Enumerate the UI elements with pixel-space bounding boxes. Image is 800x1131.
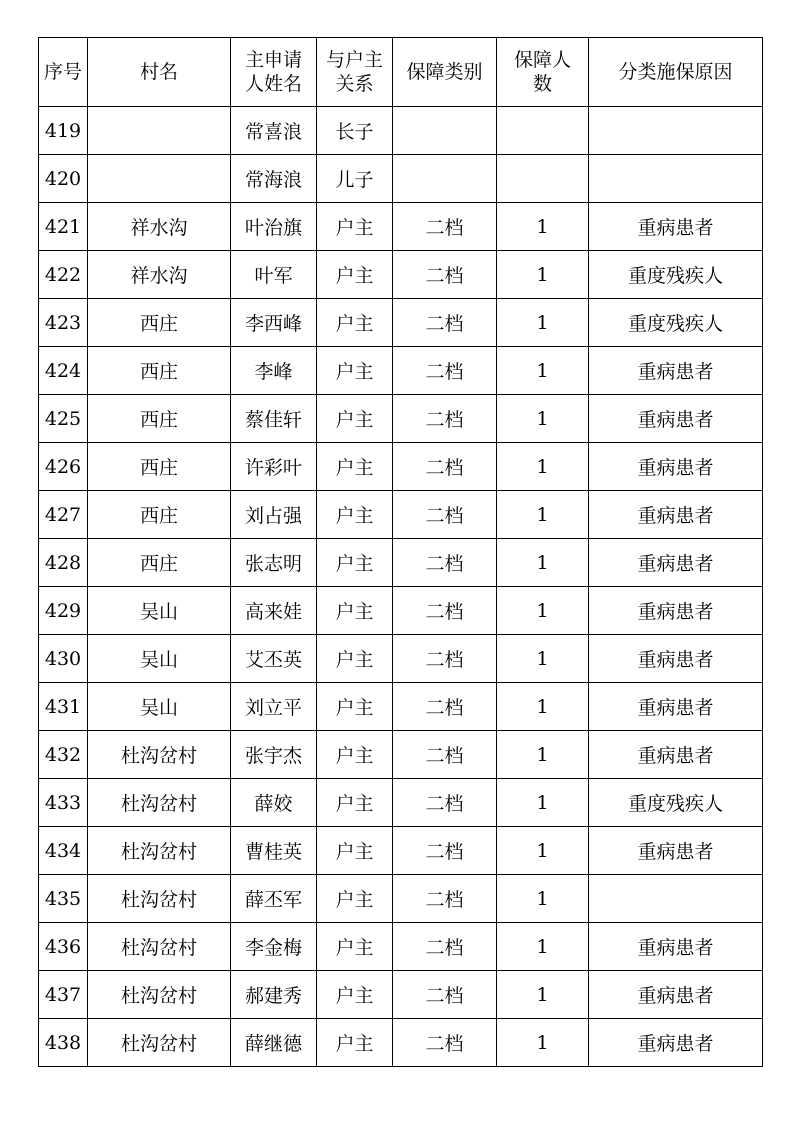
cell-count bbox=[497, 155, 589, 203]
header-village: 村名 bbox=[88, 38, 231, 107]
cell-index: 431 bbox=[39, 683, 88, 731]
cell-count: 1 bbox=[497, 923, 589, 971]
cell-index: 433 bbox=[39, 779, 88, 827]
cell-index: 423 bbox=[39, 299, 88, 347]
assistance-roster-table bbox=[38, 37, 763, 1067]
cell-relation: 户主 bbox=[317, 251, 393, 299]
cell-index: 429 bbox=[39, 587, 88, 635]
cell-count: 1 bbox=[497, 875, 589, 923]
table-header bbox=[39, 38, 763, 107]
cell-index: 428 bbox=[39, 539, 88, 587]
cell-category: 二档 bbox=[393, 635, 497, 683]
header-row bbox=[39, 38, 763, 107]
cell-reason: 重度残疾人 bbox=[589, 251, 763, 299]
cell-applicant-name: 李峰 bbox=[231, 347, 317, 395]
cell-relation: 户主 bbox=[317, 731, 393, 779]
cell-count: 1 bbox=[497, 779, 589, 827]
cell-relation: 户主 bbox=[317, 203, 393, 251]
cell-count: 1 bbox=[497, 635, 589, 683]
cell-applicant-name: 刘占强 bbox=[231, 491, 317, 539]
cell-reason: 重病患者 bbox=[589, 923, 763, 971]
cell-relation: 户主 bbox=[317, 395, 393, 443]
cell-applicant-name: 刘立平 bbox=[231, 683, 317, 731]
cell-index: 419 bbox=[39, 107, 88, 155]
cell-relation: 户主 bbox=[317, 491, 393, 539]
header-applicant-line1: 主申请 bbox=[244, 49, 302, 71]
table-row bbox=[39, 203, 763, 251]
cell-reason: 重度残疾人 bbox=[589, 779, 763, 827]
cell-category: 二档 bbox=[393, 539, 497, 587]
cell-count: 1 bbox=[497, 971, 589, 1019]
cell-category: 二档 bbox=[393, 347, 497, 395]
cell-village: 祥水沟 bbox=[88, 251, 231, 299]
cell-count: 1 bbox=[497, 251, 589, 299]
cell-category: 二档 bbox=[393, 683, 497, 731]
cell-reason: 重病患者 bbox=[589, 203, 763, 251]
header-reason: 分类施保原因 bbox=[589, 38, 763, 107]
cell-reason: 重病患者 bbox=[589, 683, 763, 731]
cell-count: 1 bbox=[497, 443, 589, 491]
cell-village: 西庄 bbox=[88, 395, 231, 443]
cell-count: 1 bbox=[497, 203, 589, 251]
table-row bbox=[39, 635, 763, 683]
cell-village: 西庄 bbox=[88, 539, 231, 587]
cell-village: 西庄 bbox=[88, 299, 231, 347]
cell-index: 424 bbox=[39, 347, 88, 395]
cell-village: 西庄 bbox=[88, 347, 231, 395]
cell-count: 1 bbox=[497, 347, 589, 395]
cell-relation: 户主 bbox=[317, 539, 393, 587]
cell-village: 祥水沟 bbox=[88, 203, 231, 251]
table-row bbox=[39, 731, 763, 779]
cell-applicant-name: 叶军 bbox=[231, 251, 317, 299]
header-applicant-name bbox=[231, 38, 317, 107]
table-body bbox=[39, 107, 763, 1067]
cell-reason: 重病患者 bbox=[589, 635, 763, 683]
table-row bbox=[39, 971, 763, 1019]
cell-reason: 重病患者 bbox=[589, 1019, 763, 1067]
cell-applicant-name: 薛继德 bbox=[231, 1019, 317, 1067]
cell-category: 二档 bbox=[393, 827, 497, 875]
cell-relation: 儿子 bbox=[317, 155, 393, 203]
cell-reason: 重病患者 bbox=[589, 731, 763, 779]
cell-relation: 户主 bbox=[317, 875, 393, 923]
header-relation bbox=[317, 38, 393, 107]
cell-relation: 户主 bbox=[317, 1019, 393, 1067]
cell-relation: 户主 bbox=[317, 347, 393, 395]
cell-applicant-name: 常海浪 bbox=[231, 155, 317, 203]
cell-index: 421 bbox=[39, 203, 88, 251]
cell-count: 1 bbox=[497, 827, 589, 875]
cell-index: 430 bbox=[39, 635, 88, 683]
cell-village: 吴山 bbox=[88, 683, 231, 731]
cell-reason: 重度残疾人 bbox=[589, 299, 763, 347]
cell-category: 二档 bbox=[393, 731, 497, 779]
cell-category bbox=[393, 107, 497, 155]
cell-village bbox=[88, 107, 231, 155]
cell-applicant-name: 李金梅 bbox=[231, 923, 317, 971]
table-row bbox=[39, 587, 763, 635]
cell-applicant-name: 高来娃 bbox=[231, 587, 317, 635]
cell-index: 434 bbox=[39, 827, 88, 875]
cell-village: 杜沟岔村 bbox=[88, 971, 231, 1019]
cell-relation: 户主 bbox=[317, 443, 393, 491]
cell-reason bbox=[589, 875, 763, 923]
header-count-line1: 保障人 bbox=[513, 49, 571, 71]
cell-relation: 户主 bbox=[317, 779, 393, 827]
table-row bbox=[39, 443, 763, 491]
cell-village: 杜沟岔村 bbox=[88, 827, 231, 875]
cell-relation: 户主 bbox=[317, 827, 393, 875]
cell-category: 二档 bbox=[393, 251, 497, 299]
cell-category: 二档 bbox=[393, 395, 497, 443]
cell-index: 427 bbox=[39, 491, 88, 539]
cell-index: 436 bbox=[39, 923, 88, 971]
cell-count: 1 bbox=[497, 491, 589, 539]
table-row bbox=[39, 491, 763, 539]
cell-count: 1 bbox=[497, 539, 589, 587]
cell-category: 二档 bbox=[393, 587, 497, 635]
cell-village bbox=[88, 155, 231, 203]
cell-count: 1 bbox=[497, 587, 589, 635]
cell-village: 杜沟岔村 bbox=[88, 779, 231, 827]
cell-category: 二档 bbox=[393, 443, 497, 491]
table-row bbox=[39, 347, 763, 395]
cell-village: 西庄 bbox=[88, 443, 231, 491]
cell-reason: 重病患者 bbox=[589, 491, 763, 539]
cell-applicant-name: 薛姣 bbox=[231, 779, 317, 827]
cell-village: 吴山 bbox=[88, 635, 231, 683]
cell-category: 二档 bbox=[393, 491, 497, 539]
cell-category: 二档 bbox=[393, 923, 497, 971]
cell-relation: 户主 bbox=[317, 299, 393, 347]
cell-relation: 户主 bbox=[317, 971, 393, 1019]
cell-relation: 户主 bbox=[317, 683, 393, 731]
cell-index: 432 bbox=[39, 731, 88, 779]
cell-category: 二档 bbox=[393, 299, 497, 347]
cell-relation: 长子 bbox=[317, 107, 393, 155]
cell-category: 二档 bbox=[393, 1019, 497, 1067]
table-row bbox=[39, 107, 763, 155]
cell-reason: 重病患者 bbox=[589, 587, 763, 635]
cell-reason: 重病患者 bbox=[589, 971, 763, 1019]
cell-count: 1 bbox=[497, 1019, 589, 1067]
table-row bbox=[39, 155, 763, 203]
cell-applicant-name: 张志明 bbox=[231, 539, 317, 587]
cell-count: 1 bbox=[497, 395, 589, 443]
header-relation-line1: 与户主 bbox=[325, 49, 383, 71]
cell-index: 420 bbox=[39, 155, 88, 203]
cell-count: 1 bbox=[497, 299, 589, 347]
cell-applicant-name: 李西峰 bbox=[231, 299, 317, 347]
cell-village: 杜沟岔村 bbox=[88, 1019, 231, 1067]
cell-category bbox=[393, 155, 497, 203]
table-row bbox=[39, 779, 763, 827]
cell-applicant-name: 常喜浪 bbox=[231, 107, 317, 155]
cell-reason: 重病患者 bbox=[589, 539, 763, 587]
cell-count bbox=[497, 107, 589, 155]
cell-applicant-name: 艾丕英 bbox=[231, 635, 317, 683]
cell-village: 杜沟岔村 bbox=[88, 875, 231, 923]
cell-applicant-name: 叶治旗 bbox=[231, 203, 317, 251]
cell-applicant-name: 张宇杰 bbox=[231, 731, 317, 779]
cell-index: 422 bbox=[39, 251, 88, 299]
cell-count: 1 bbox=[497, 731, 589, 779]
table-row bbox=[39, 539, 763, 587]
header-index: 序号 bbox=[39, 38, 88, 107]
cell-relation: 户主 bbox=[317, 587, 393, 635]
cell-reason bbox=[589, 107, 763, 155]
cell-index: 425 bbox=[39, 395, 88, 443]
cell-applicant-name: 薛丕军 bbox=[231, 875, 317, 923]
cell-index: 435 bbox=[39, 875, 88, 923]
cell-category: 二档 bbox=[393, 203, 497, 251]
cell-reason: 重病患者 bbox=[589, 443, 763, 491]
cell-relation: 户主 bbox=[317, 635, 393, 683]
header-relation-line2: 关系 bbox=[335, 73, 374, 95]
cell-applicant-name: 蔡佳轩 bbox=[231, 395, 317, 443]
cell-reason: 重病患者 bbox=[589, 827, 763, 875]
cell-reason bbox=[589, 155, 763, 203]
table-row bbox=[39, 923, 763, 971]
cell-category: 二档 bbox=[393, 875, 497, 923]
cell-reason: 重病患者 bbox=[589, 395, 763, 443]
cell-reason: 重病患者 bbox=[589, 347, 763, 395]
header-count bbox=[497, 38, 589, 107]
cell-village: 杜沟岔村 bbox=[88, 731, 231, 779]
cell-index: 438 bbox=[39, 1019, 88, 1067]
header-count-line2: 数 bbox=[532, 73, 552, 95]
cell-relation: 户主 bbox=[317, 923, 393, 971]
table-row bbox=[39, 683, 763, 731]
cell-category: 二档 bbox=[393, 971, 497, 1019]
table-row bbox=[39, 875, 763, 923]
cell-village: 吴山 bbox=[88, 587, 231, 635]
table-row bbox=[39, 395, 763, 443]
table-row bbox=[39, 827, 763, 875]
header-applicant-line2: 人姓名 bbox=[244, 73, 302, 95]
cell-count: 1 bbox=[497, 683, 589, 731]
cell-village: 杜沟岔村 bbox=[88, 923, 231, 971]
cell-index: 437 bbox=[39, 971, 88, 1019]
table-row bbox=[39, 251, 763, 299]
table-row bbox=[39, 299, 763, 347]
cell-index: 426 bbox=[39, 443, 88, 491]
table-row bbox=[39, 1019, 763, 1067]
cell-village: 西庄 bbox=[88, 491, 231, 539]
cell-applicant-name: 许彩叶 bbox=[231, 443, 317, 491]
cell-applicant-name: 郝建秀 bbox=[231, 971, 317, 1019]
cell-applicant-name: 曹桂英 bbox=[231, 827, 317, 875]
header-category: 保障类别 bbox=[393, 38, 497, 107]
cell-category: 二档 bbox=[393, 779, 497, 827]
